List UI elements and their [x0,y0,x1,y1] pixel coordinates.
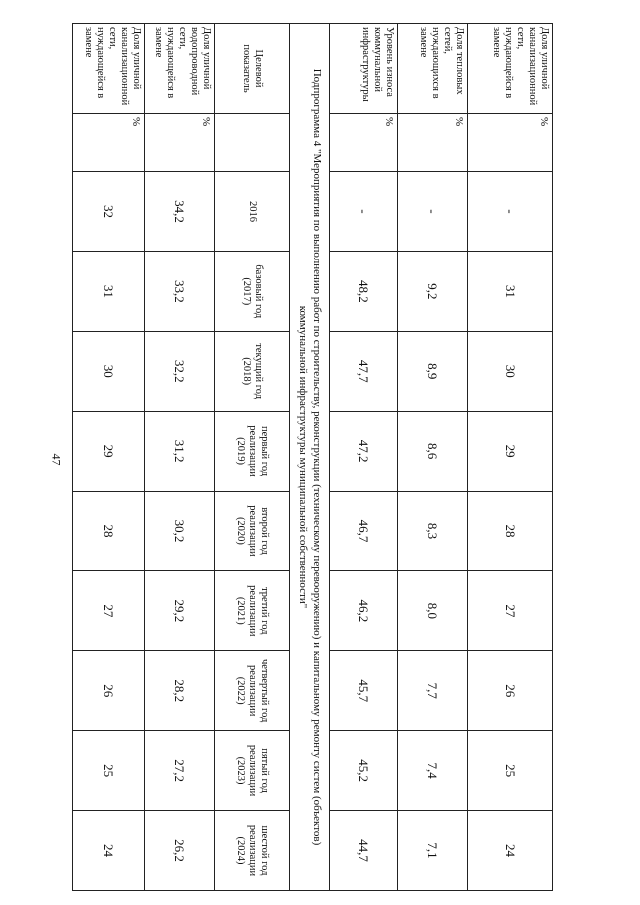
value-cell: 25 [73,731,145,811]
header-indicator: Целевой показатель [215,24,290,114]
value-cell: - [398,172,468,252]
value-cell: 45,2 [330,731,398,811]
value-cell: 30,2 [145,491,215,571]
value-cell: 30 [73,331,145,411]
value-cell: 8,9 [398,331,468,411]
unit-cell: % [398,114,468,172]
value-cell: 26 [73,651,145,731]
indicators-table [72,23,553,891]
unit-cell: % [73,114,145,172]
header-year-column: второй год реализации (2020) [215,491,290,571]
value-cell: 8,3 [398,491,468,571]
value-cell: 24 [73,811,145,891]
value-cell: 8,0 [398,571,468,651]
header-year-column: первый год реализации (2019) [215,411,290,491]
header-row [215,24,290,891]
value-cell: 27 [468,571,553,651]
indicator-label: Уровень износа коммунальной инфраструктуры [330,24,398,114]
header-year-column: четвертый год реализации (2022) [215,651,290,731]
value-cell: - [468,172,553,252]
value-cell: 28 [468,491,553,571]
value-cell: 45,7 [330,651,398,731]
value-cell: 9,2 [398,251,468,331]
value-cell: 47,7 [330,331,398,411]
value-cell: 25 [468,731,553,811]
header-unit [215,114,290,172]
value-cell: 31 [468,251,553,331]
unit-cell: % [468,114,553,172]
header-year-column: третий год реализации (2021) [215,571,290,651]
value-cell: 44,7 [330,811,398,891]
value-cell: - [330,172,398,252]
unit-cell: % [330,114,398,172]
table-row [468,24,553,891]
table-row [398,24,468,891]
value-cell: 27 [73,571,145,651]
value-cell: 7,7 [398,651,468,731]
value-cell: 28,2 [145,651,215,731]
value-cell: 27,2 [145,731,215,811]
value-cell: 32,2 [145,331,215,411]
header-year-column: текущий год (2018) [215,331,290,411]
value-cell: 24 [468,811,553,891]
value-cell: 26,2 [145,811,215,891]
header-year-column: пятый год реализации (2023) [215,731,290,811]
value-cell: 8,6 [398,411,468,491]
table-row [145,24,215,891]
unit-cell: % [145,114,215,172]
section-row [290,24,330,891]
value-cell: 7,1 [398,811,468,891]
value-cell: 33,2 [145,251,215,331]
value-cell: 32 [73,172,145,252]
value-cell: 46,2 [330,571,398,651]
section-title: Подпрограмма 4 "Мероприятия по выполнению работ по строительству, реконструкции (техническому перевооружению) и капитальному ремонту систем (объектов) коммунальной инфраструктуры муниципальной собственности" [290,24,330,891]
page-number: 47 [49,453,64,466]
value-cell: 30 [468,331,553,411]
header-year-column: 2016 [215,172,290,252]
value-cell: 31,2 [145,411,215,491]
value-cell: 26 [468,651,553,731]
value-cell: 7,4 [398,731,468,811]
table-body [73,24,553,891]
value-cell: 47,2 [330,411,398,491]
header-year-column: шестой год реализации (2024) [215,811,290,891]
header-year-column: базовый год (2017) [215,251,290,331]
indicators-table-rotated [73,23,553,891]
value-cell: 48,2 [330,251,398,331]
value-cell: 29,2 [145,571,215,651]
indicator-label: Доля уличной канализационной сети, нуждающейся в замене [73,24,145,114]
rotated-table-container [73,23,553,891]
value-cell: 29 [468,411,553,491]
indicator-label: Доля тепловых сетей, нуждающихся в замене [398,24,468,114]
value-cell: 28 [73,491,145,571]
value-cell: 29 [73,411,145,491]
value-cell: 31 [73,251,145,331]
indicator-label: Доля уличной водопроводной сети, нуждающейся в замене [145,24,215,114]
table-row [73,24,145,891]
indicator-label: Доля уличной канализационной сети, нуждающейся в замене [468,24,553,114]
table-row [330,24,398,891]
value-cell: 34,2 [145,172,215,252]
value-cell: 46,7 [330,491,398,571]
